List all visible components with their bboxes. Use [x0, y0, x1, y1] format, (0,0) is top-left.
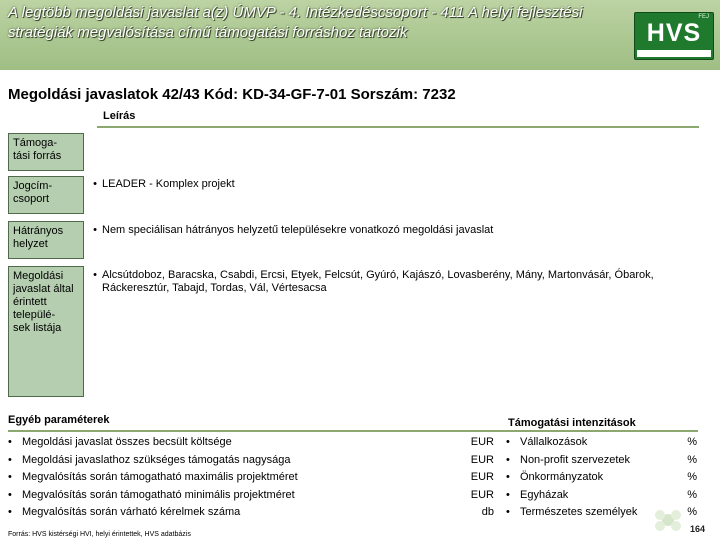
- value-disadvantaged-text: Nem speciálisan hátrányos helyzetű településekre vonatkozó megoldási javaslat: [102, 224, 494, 236]
- page-title: Megoldási javaslatok 42/43 Kód: KD-34-GF-7-01 Sorszám: 7232: [8, 86, 456, 103]
- param-label: Megvalósítás során várható kérelmek száma: [22, 506, 241, 518]
- bullet: •: [8, 488, 12, 501]
- divider: [8, 430, 698, 432]
- source-footer: Forrás: HVS kistérségi HVI, helyi érintettek, HVS adatbázis: [8, 531, 191, 538]
- bullet: •: [506, 453, 510, 466]
- label-settlements-text: Megoldási javaslat által érintett települé- sek listája: [13, 270, 74, 334]
- intensity-label: Egyházak: [520, 488, 569, 501]
- param-unit: EUR: [470, 436, 494, 448]
- value-disadvantaged: [88, 224, 698, 237]
- param-item: [8, 469, 298, 486]
- intensity-unit: %: [687, 471, 697, 483]
- intensity-unit: %: [687, 488, 697, 501]
- intensity-unit: %: [687, 506, 697, 518]
- label-settlements: [8, 266, 84, 397]
- intensity-item: [506, 452, 630, 469]
- intensity-item: [506, 434, 587, 451]
- intensity-item: [506, 504, 637, 521]
- label-funding-source: [8, 133, 84, 171]
- intensity-unit: %: [687, 453, 697, 466]
- value-claim-group: [88, 178, 698, 191]
- intensity-label: Non-profit szervezetek: [520, 453, 631, 466]
- bullet: •: [93, 224, 97, 236]
- bullet: •: [8, 436, 12, 448]
- intensity-unit: %: [687, 436, 697, 448]
- value-claim-group-text: LEADER - Komplex projekt: [102, 178, 235, 190]
- intensity-item: [506, 487, 568, 504]
- decorative-flower-icon: [650, 505, 686, 535]
- divider: [97, 126, 699, 128]
- label-disadvantaged: [8, 221, 84, 259]
- param-item: [8, 434, 232, 451]
- header-title: A legtöbb megoldási javaslat a(z) ÚMVP - 4. Intézkedéscsoport - 411 A helyi fejlesztési stratégiák megvalósítása című támogatási forráshoz tartozik: [8, 4, 583, 41]
- label-funding-source-text: Támoga- tási forrás: [13, 137, 62, 162]
- intensity-label: Önkormányzatok: [520, 471, 604, 483]
- label-disadvantaged-text: Hátrányos helyzet: [13, 225, 64, 250]
- intensity-title: Támogatási intenzitások: [508, 417, 636, 429]
- header-banner: [0, 0, 720, 70]
- label-claim-group: [8, 176, 84, 214]
- hvs-logo: [634, 12, 714, 60]
- bullet: •: [8, 506, 12, 518]
- bullet: •: [8, 471, 12, 483]
- bullet: •: [8, 453, 12, 466]
- bullet: •: [506, 506, 510, 518]
- param-unit: EUR: [470, 488, 494, 501]
- bullet: •: [93, 178, 97, 190]
- param-label: Megoldási javaslathoz szükséges támogatás nagysága: [22, 453, 291, 466]
- other-params-title: Egyéb paraméterek: [8, 414, 110, 426]
- bullet: •: [506, 471, 510, 483]
- intensity-item: [506, 469, 603, 486]
- bullet: •: [506, 436, 510, 448]
- intensity-label: Vállalkozások: [520, 436, 588, 448]
- param-label: Megoldási javaslat összes becsült költsége: [22, 436, 232, 448]
- param-item: [8, 487, 295, 504]
- param-label: Megvalósítás során támogatható minimális projektméret: [22, 488, 295, 501]
- bullet: •: [93, 269, 97, 281]
- label-claim-group-text: Jogcím- csoport: [13, 180, 53, 205]
- param-unit: EUR: [470, 471, 494, 483]
- bullet: •: [506, 488, 510, 501]
- logo-text: HVS: [646, 19, 702, 47]
- param-item: [8, 452, 290, 469]
- param-unit: db: [481, 506, 494, 518]
- intensity-label: Természetes személyek: [520, 506, 638, 518]
- logo-superscript: FEJ: [698, 14, 709, 20]
- description-heading: Leírás: [103, 110, 136, 122]
- param-label: Megvalósítás során támogatható maximális projektméret: [22, 471, 298, 483]
- logo-stripe: [637, 50, 711, 57]
- value-settlements: [88, 269, 698, 295]
- param-unit: EUR: [470, 453, 494, 466]
- value-settlements-text: Alcsútdoboz, Baracska, Csabdi, Ercsi, Etyek, Felcsút, Gyúró, Kajászó, Lovasberény, Mány, Martonvásár, Óbarok, Ráckeresztúr, Tabajd, Tordas, Vál, Vértesacsa: [102, 269, 654, 294]
- page-number: 164: [690, 524, 706, 534]
- param-item: [8, 504, 240, 521]
